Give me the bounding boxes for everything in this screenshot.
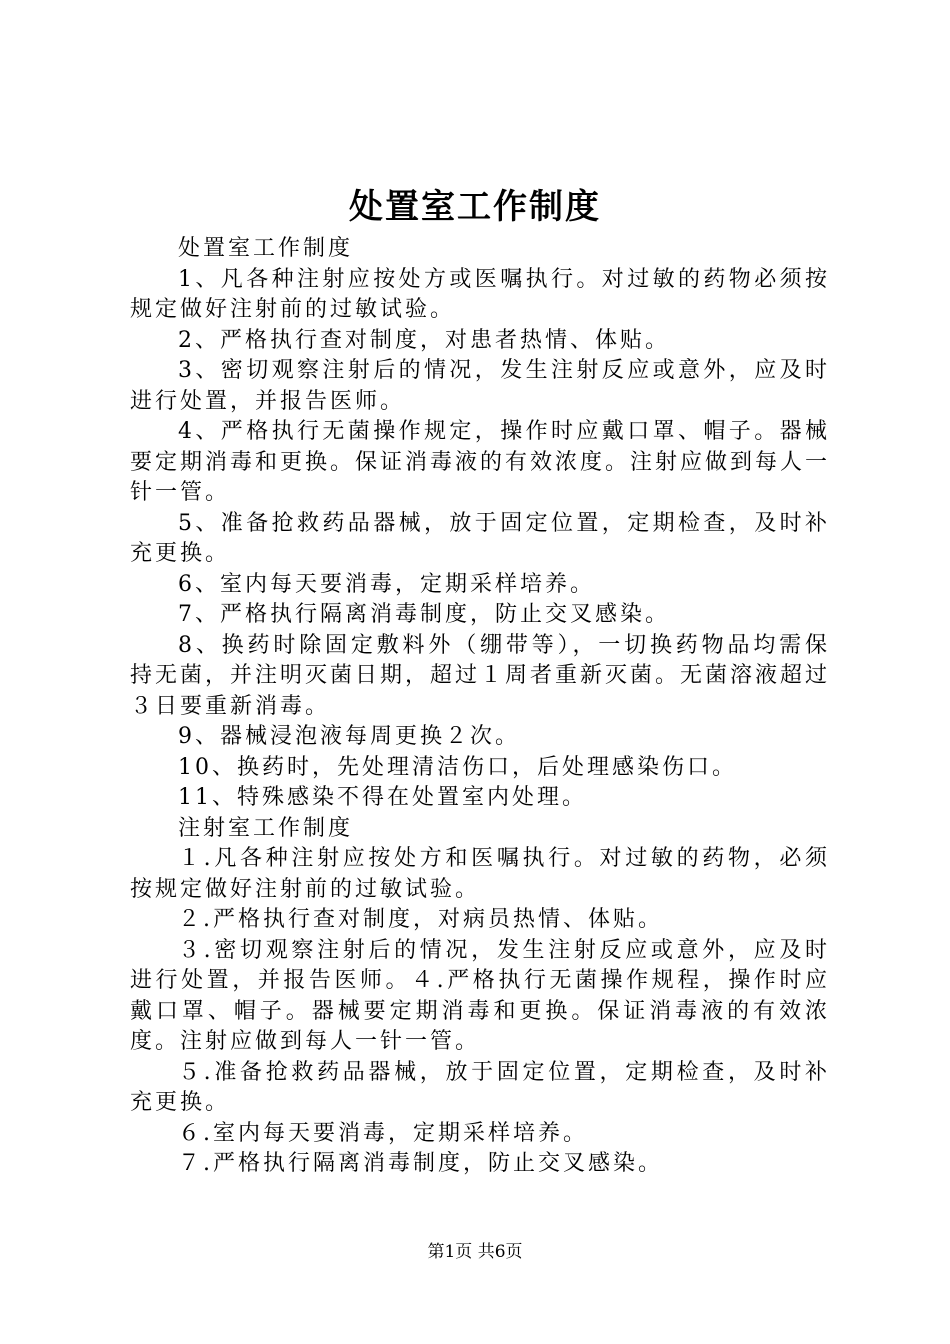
- injection-item-7: ７.严格执行隔离消毒制度，防止交叉感染。: [178, 1151, 663, 1176]
- paragraph-item-1: 1、凡各种注射应按处方或医嘱执行。对过敏的药物必须按规定做好注射前的过敏试验。: [130, 266, 830, 322]
- injection-item-3-4: ３.密切观察注射后的情况，发生注射反应或意外，应及时进行处置，并报告医师。４.严格执行无菌操作规程，操作时应戴口罩、帽子。器械要定期消毒和更换。保证消毒液的有效浓度。注射应做到每人一针一管。: [130, 937, 830, 1054]
- injection-item-6: ６.室内每天要消毒，定期采样培养。: [178, 1120, 588, 1146]
- paragraph-item-8: 8、换药时除固定敷料外（绷带等），一切换药物品均需保持无菌，并注明灭菌日期，超过１周者重新灭菌。无菌溶液超过３日要重新消毒。: [130, 632, 831, 719]
- paragraph-item-4: 4、严格执行无菌操作规定，操作时应戴口罩、帽子。器械要定期消毒和更换。保证消毒液的有效浓度。注射应做到每人一针一管。: [130, 419, 831, 505]
- paragraph-item-9: 9、器械浸泡液每周更换２次。: [178, 724, 520, 749]
- paragraph-item-5: 5、准备抢救药品器械，放于固定位置，定期检查，及时补充更换。: [130, 510, 830, 566]
- section-heading-injection-room: 注射室工作制度: [178, 815, 354, 841]
- document-body: [130, 234, 830, 1180]
- page-footer: 第1页 共6页: [427, 1242, 523, 1262]
- paragraph-item-10: 10、换药时，先处理清洁伤口，后处理感染伤口。: [178, 754, 737, 780]
- paragraph-item-3: 3、密切观察注射后的情况，发生注射反应或意外，应及时进行处置，并报告医师。: [130, 358, 830, 414]
- injection-item-5: ５.准备抢救药品器械，放于固定位置，定期检查，及时补充更换。: [130, 1059, 830, 1115]
- page-title: 处置室工作制度: [349, 187, 601, 227]
- paragraph-item-2: 2、严格执行查对制度，对患者热情、体贴。: [178, 327, 670, 353]
- injection-item-2: ２.严格执行查对制度，对病员热情、体贴。: [178, 907, 663, 932]
- paragraph-item-11: 11、特殊感染不得在处置室内处理。: [178, 785, 587, 810]
- injection-item-1: １.凡各种注射应按处方和医嘱执行。对过敏的药物，必须按规定做好注射前的过敏试验。: [130, 846, 830, 902]
- paragraph-item-6: 6、室内每天要消毒，定期采样培养。: [178, 571, 595, 597]
- section-heading-treatment-room: 处置室工作制度: [178, 236, 354, 261]
- paragraph-item-7: 7、严格执行隔离消毒制度，防止交叉感染。: [178, 602, 670, 627]
